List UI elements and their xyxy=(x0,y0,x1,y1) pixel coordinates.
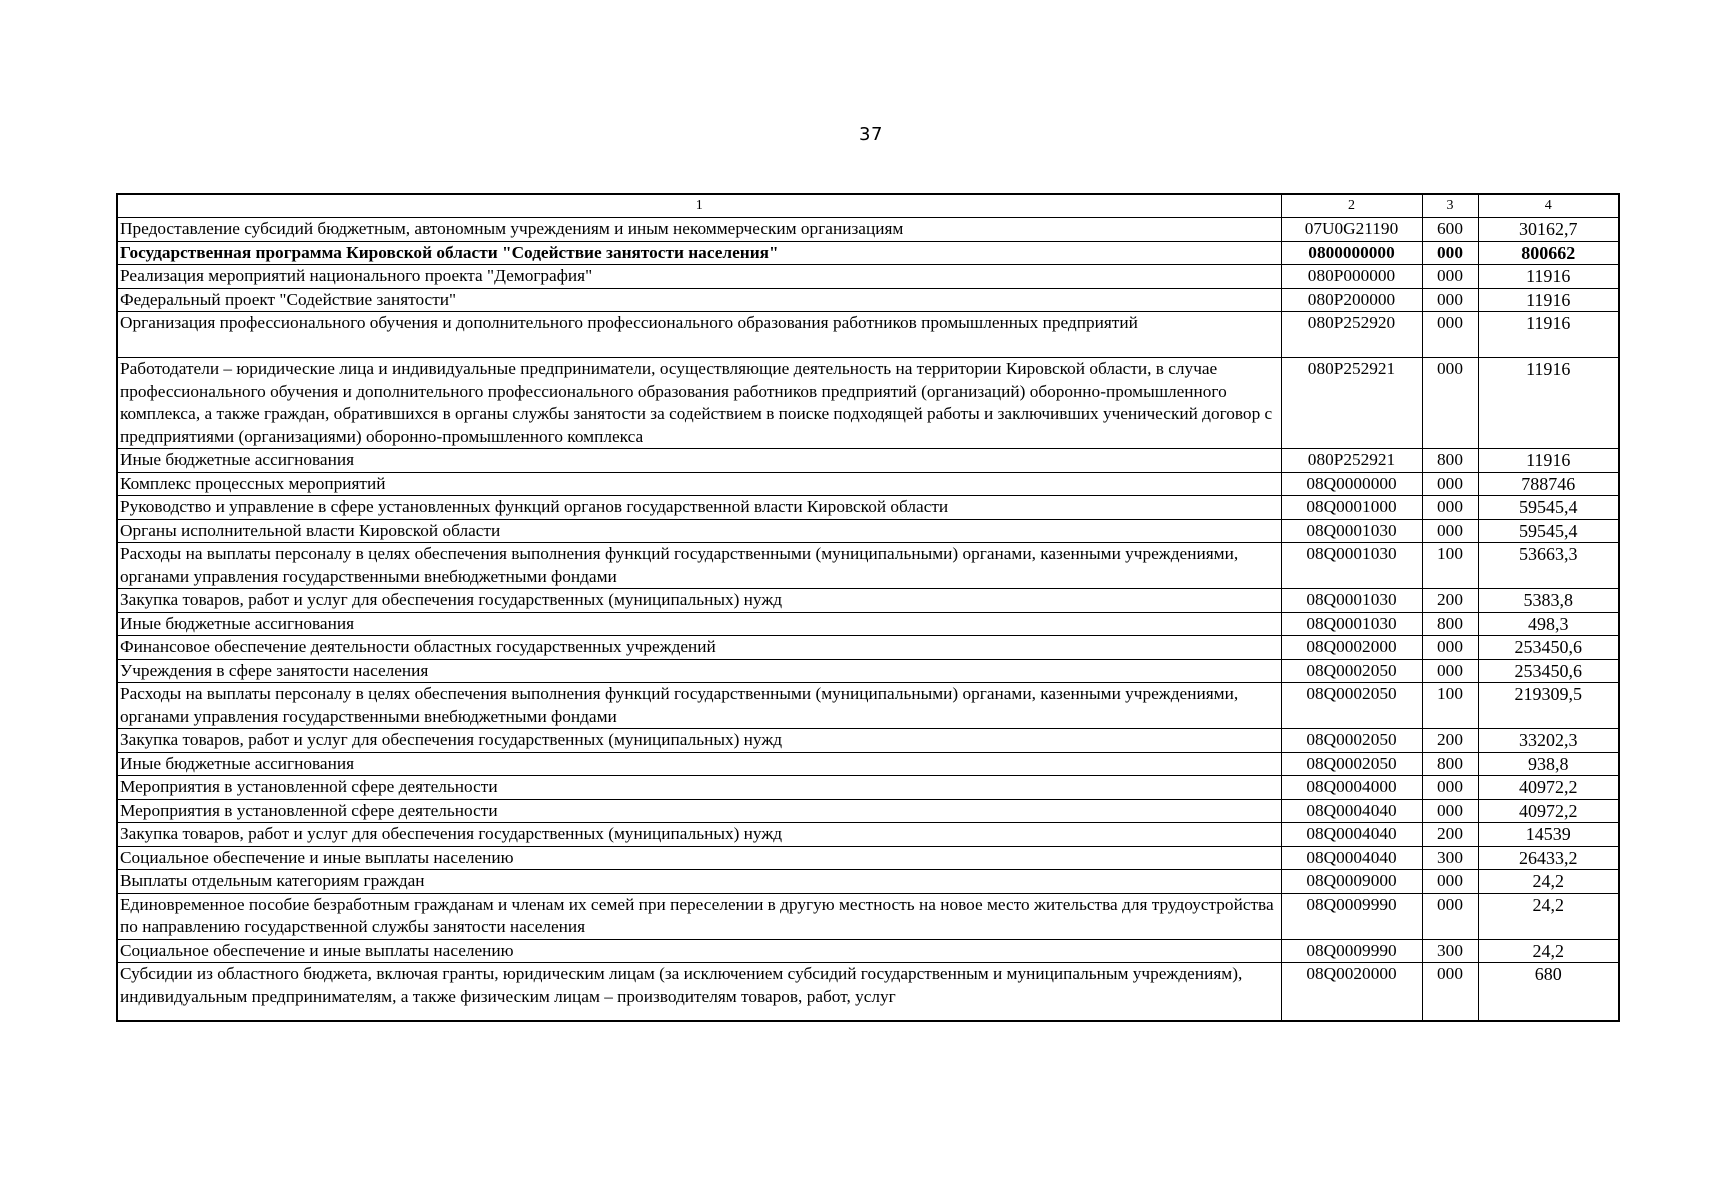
row-amount-cell: 24,2 xyxy=(1478,893,1619,939)
table-row xyxy=(117,358,1619,449)
row-name-cell: Мероприятия в установленной сфере деятельности xyxy=(117,799,1281,823)
row-name-cell: Закупка товаров, работ и услуг для обеспечения государственных (муниципальных) нужд xyxy=(117,589,1281,613)
row-type-cell: 000 xyxy=(1422,799,1478,823)
row-name-cell: Руководство и управление в сфере установленных функций органов государственной власти Кировской области xyxy=(117,496,1281,520)
row-code-cell: 08Q0004040 xyxy=(1281,823,1422,847)
row-type-cell: 000 xyxy=(1422,659,1478,683)
table-row xyxy=(117,870,1619,894)
row-name-cell: Расходы на выплаты персоналу в целях обеспечения выполнения функций государственными (муниципальными) органами, казенными учреждениями, органами управления государственными внебюджетными фондами xyxy=(117,683,1281,729)
row-amount-cell: 26433,2 xyxy=(1478,846,1619,870)
row-amount-cell: 53663,3 xyxy=(1478,543,1619,589)
row-name-cell: Закупка товаров, работ и услуг для обеспечения государственных (муниципальных) нужд xyxy=(117,729,1281,753)
table-row xyxy=(117,636,1619,660)
row-amount-cell: 5383,8 xyxy=(1478,589,1619,613)
table-row xyxy=(117,659,1619,683)
row-code-cell: 08Q0009990 xyxy=(1281,893,1422,939)
column-header-amount: 4 xyxy=(1478,194,1619,218)
row-type-cell: 300 xyxy=(1422,846,1478,870)
row-type-cell: 200 xyxy=(1422,823,1478,847)
row-name-cell: Расходы на выплаты персоналу в целях обеспечения выполнения функций государственными (муниципальными) органами, казенными учреждениями, органами управления государственными внебюджетными фондами xyxy=(117,543,1281,589)
row-name-cell: Выплаты отдельным категориям граждан xyxy=(117,870,1281,894)
row-amount-cell: 253450,6 xyxy=(1478,659,1619,683)
row-type-cell: 000 xyxy=(1422,870,1478,894)
row-code-cell: 08Q0009000 xyxy=(1281,870,1422,894)
table-row xyxy=(117,288,1619,312)
table-row xyxy=(117,543,1619,589)
row-type-cell: 000 xyxy=(1422,358,1478,449)
table-row xyxy=(117,612,1619,636)
table-row xyxy=(117,519,1619,543)
table-row xyxy=(117,241,1619,265)
row-type-cell: 000 xyxy=(1422,963,1478,1021)
row-type-cell: 000 xyxy=(1422,496,1478,520)
row-amount-cell: 253450,6 xyxy=(1478,636,1619,660)
row-amount-cell: 788746 xyxy=(1478,472,1619,496)
row-type-cell: 000 xyxy=(1422,265,1478,289)
row-amount-cell: 219309,5 xyxy=(1478,683,1619,729)
row-amount-cell: 11916 xyxy=(1478,358,1619,449)
page-number: 37 xyxy=(859,124,883,145)
row-amount-cell: 498,3 xyxy=(1478,612,1619,636)
row-name-cell: Комплекс процессных мероприятий xyxy=(117,472,1281,496)
table-row xyxy=(117,893,1619,939)
row-type-cell: 000 xyxy=(1422,472,1478,496)
row-name-cell: Закупка товаров, работ и услуг для обеспечения государственных (муниципальных) нужд xyxy=(117,823,1281,847)
row-code-cell: 08Q0002050 xyxy=(1281,659,1422,683)
row-code-cell: 08Q0000000 xyxy=(1281,472,1422,496)
row-name-cell: Предоставление субсидий бюджетным, автономным учреждениям и иным некоммерческим организациям xyxy=(117,218,1281,242)
row-name-cell: Иные бюджетные ассигнования xyxy=(117,752,1281,776)
row-code-cell: 08Q0001030 xyxy=(1281,612,1422,636)
table-row xyxy=(117,752,1619,776)
row-name-cell: Социальное обеспечение и иные выплаты населению xyxy=(117,846,1281,870)
row-type-cell: 000 xyxy=(1422,893,1478,939)
row-amount-cell: 33202,3 xyxy=(1478,729,1619,753)
row-name-cell: Иные бюджетные ассигнования xyxy=(117,612,1281,636)
row-type-cell: 600 xyxy=(1422,218,1478,242)
row-code-cell: 08Q0002000 xyxy=(1281,636,1422,660)
row-type-cell: 200 xyxy=(1422,729,1478,753)
row-type-cell: 000 xyxy=(1422,636,1478,660)
row-type-cell: 100 xyxy=(1422,543,1478,589)
row-code-cell: 080P200000 xyxy=(1281,288,1422,312)
table-row xyxy=(117,312,1619,358)
row-amount-cell: 24,2 xyxy=(1478,870,1619,894)
table-row xyxy=(117,846,1619,870)
row-code-cell: 08Q0002050 xyxy=(1281,729,1422,753)
table-row xyxy=(117,496,1619,520)
row-amount-cell: 11916 xyxy=(1478,449,1619,473)
row-type-cell: 000 xyxy=(1422,519,1478,543)
row-name-cell: Работодатели – юридические лица и индивидуальные предприниматели, осуществляющие деятельность на территории Кировской области, в случае профессионального обучения и дополнительного профессионального образования работников предприятий (организаций) оборонно-промышленного комплекса, а также граждан, обратившихся в органы службы занятости за содействием в поиске подходящей работы и заключивших ученический договор с предприятиями (организациями) оборонно-промышленного комплекса xyxy=(117,358,1281,449)
row-type-cell: 300 xyxy=(1422,939,1478,963)
row-code-cell: 08Q0009990 xyxy=(1281,939,1422,963)
row-type-cell: 200 xyxy=(1422,589,1478,613)
row-code-cell: 08Q0001030 xyxy=(1281,543,1422,589)
row-type-cell: 800 xyxy=(1422,449,1478,473)
row-type-cell: 100 xyxy=(1422,683,1478,729)
row-amount-cell: 30162,7 xyxy=(1478,218,1619,242)
table-header-row xyxy=(117,194,1619,218)
row-code-cell: 08Q0020000 xyxy=(1281,963,1422,1021)
row-name-cell: Социальное обеспечение и иные выплаты населению xyxy=(117,939,1281,963)
row-code-cell: 080P000000 xyxy=(1281,265,1422,289)
table-row xyxy=(117,963,1619,1021)
column-header-code: 2 xyxy=(1281,194,1422,218)
row-code-cell: 080P252920 xyxy=(1281,312,1422,358)
row-amount-cell: 11916 xyxy=(1478,265,1619,289)
row-amount-cell: 24,2 xyxy=(1478,939,1619,963)
row-type-cell: 800 xyxy=(1422,612,1478,636)
row-code-cell: 08Q0001000 xyxy=(1281,496,1422,520)
row-amount-cell: 800662 xyxy=(1478,241,1619,265)
row-amount-cell: 40972,2 xyxy=(1478,776,1619,800)
row-code-cell: 08Q0004040 xyxy=(1281,799,1422,823)
row-name-cell: Субсидии из областного бюджета, включая гранты, юридическим лицам (за исключением субсидий государственным и муниципальным учреждениям), индивидуальным предпринимателям, а также физическим лицам – производителям товаров, работ, услуг xyxy=(117,963,1281,1021)
row-code-cell: 07U0G21190 xyxy=(1281,218,1422,242)
table-row xyxy=(117,729,1619,753)
row-type-cell: 800 xyxy=(1422,752,1478,776)
table-row xyxy=(117,589,1619,613)
row-name-cell: Организация профессионального обучения и дополнительного профессионального образования работников промышленных предприятий xyxy=(117,312,1281,358)
row-code-cell: 08Q0001030 xyxy=(1281,589,1422,613)
row-type-cell: 000 xyxy=(1422,776,1478,800)
table-row xyxy=(117,472,1619,496)
row-amount-cell: 40972,2 xyxy=(1478,799,1619,823)
row-amount-cell: 11916 xyxy=(1478,288,1619,312)
row-amount-cell: 14539 xyxy=(1478,823,1619,847)
row-amount-cell: 938,8 xyxy=(1478,752,1619,776)
row-type-cell: 000 xyxy=(1422,241,1478,265)
row-code-cell: 08Q0004000 xyxy=(1281,776,1422,800)
table-row xyxy=(117,776,1619,800)
table-row xyxy=(117,823,1619,847)
row-code-cell: 08Q0001030 xyxy=(1281,519,1422,543)
table-row xyxy=(117,449,1619,473)
row-code-cell: 08Q0002050 xyxy=(1281,683,1422,729)
table-row xyxy=(117,799,1619,823)
row-name-cell: Органы исполнительной власти Кировской области xyxy=(117,519,1281,543)
table-body xyxy=(117,218,1619,1021)
row-name-cell: Финансовое обеспечение деятельности областных государственных учреждений xyxy=(117,636,1281,660)
row-amount-cell: 680 xyxy=(1478,963,1619,1021)
row-amount-cell: 59545,4 xyxy=(1478,496,1619,520)
budget-table xyxy=(116,193,1620,1022)
row-name-cell: Государственная программа Кировской области "Содействие занятости населения" xyxy=(117,241,1281,265)
row-code-cell: 08Q0004040 xyxy=(1281,846,1422,870)
row-name-cell: Иные бюджетные ассигнования xyxy=(117,449,1281,473)
row-code-cell: 0800000000 xyxy=(1281,241,1422,265)
table-row xyxy=(117,683,1619,729)
row-name-cell: Единовременное пособие безработным гражданам и членам их семей при переселении в другую местность на новое место жительства для трудоустройства по направлению государственной службы занятости населения xyxy=(117,893,1281,939)
row-amount-cell: 59545,4 xyxy=(1478,519,1619,543)
row-type-cell: 000 xyxy=(1422,312,1478,358)
row-type-cell: 000 xyxy=(1422,288,1478,312)
row-name-cell: Федеральный проект "Содействие занятости" xyxy=(117,288,1281,312)
row-name-cell: Учреждения в сфере занятости населения xyxy=(117,659,1281,683)
table-row xyxy=(117,218,1619,242)
column-header-type: 3 xyxy=(1422,194,1478,218)
row-code-cell: 080P252921 xyxy=(1281,449,1422,473)
row-code-cell: 080P252921 xyxy=(1281,358,1422,449)
row-code-cell: 08Q0002050 xyxy=(1281,752,1422,776)
table-row xyxy=(117,939,1619,963)
row-amount-cell: 11916 xyxy=(1478,312,1619,358)
row-name-cell: Реализация мероприятий национального проекта "Демография" xyxy=(117,265,1281,289)
row-name-cell: Мероприятия в установленной сфере деятельности xyxy=(117,776,1281,800)
table-row xyxy=(117,265,1619,289)
column-header-name: 1 xyxy=(117,194,1281,218)
